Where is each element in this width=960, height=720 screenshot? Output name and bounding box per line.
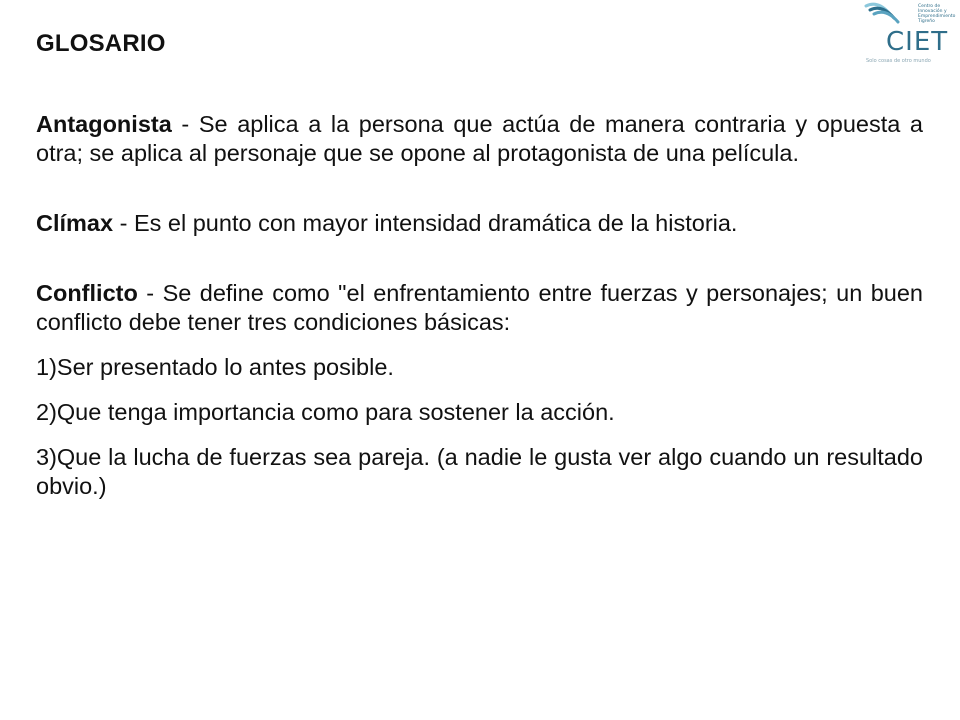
glossary-content xyxy=(36,110,923,517)
logo-slogan: Solo cosas de otro mundo xyxy=(866,58,931,64)
glossary-term: Clímax xyxy=(36,210,114,236)
conflict-condition-item: 2)Que tenga importancia como para sostener la acción. xyxy=(36,399,615,425)
ciet-logo-icon xyxy=(856,0,960,70)
conflict-condition-item: 3)Que la lucha de fuerzas sea pareja. (a nadie le gusta ver algo cuando un resultado obvio.) xyxy=(36,444,923,499)
glossary-separator: - xyxy=(171,111,199,137)
conflict-condition-item: 1)Ser presentado lo antes posible. xyxy=(36,354,394,380)
glossary-term: Antagonista xyxy=(36,111,172,137)
glossary-entry-conflicto xyxy=(36,279,923,337)
glossary-definition: Es el punto con mayor intensidad dramática de la historia. xyxy=(133,210,738,236)
ciet-logo xyxy=(856,0,960,70)
glossary-definition: Se define como "el enfrentamiento entre fuerzas y personajes; un buen conflicto debe tener tres condiciones básicas: xyxy=(36,280,923,335)
slide-title: GLOSARIO xyxy=(36,30,166,57)
glossary-definition: Se aplica a la persona que actúa de manera contraria y opuesta a otra; se aplica al personaje que se opone al protagonista de una película. xyxy=(36,111,924,166)
glossary-term: Conflicto xyxy=(36,280,138,306)
logo-wordmark: CIET xyxy=(886,27,949,57)
logo-tagline-4: Tigreño xyxy=(918,19,935,24)
glossary-separator: - xyxy=(113,210,134,236)
logo-tagline-2: Innovación y xyxy=(918,9,947,14)
glossary-entry-antagonista xyxy=(36,110,923,168)
logo-tagline-1: Centro de xyxy=(918,4,941,9)
glossary-entry-climax xyxy=(36,209,923,238)
glossary-separator: - xyxy=(137,280,163,306)
logo-tagline-3: Emprendimiento xyxy=(918,14,956,19)
